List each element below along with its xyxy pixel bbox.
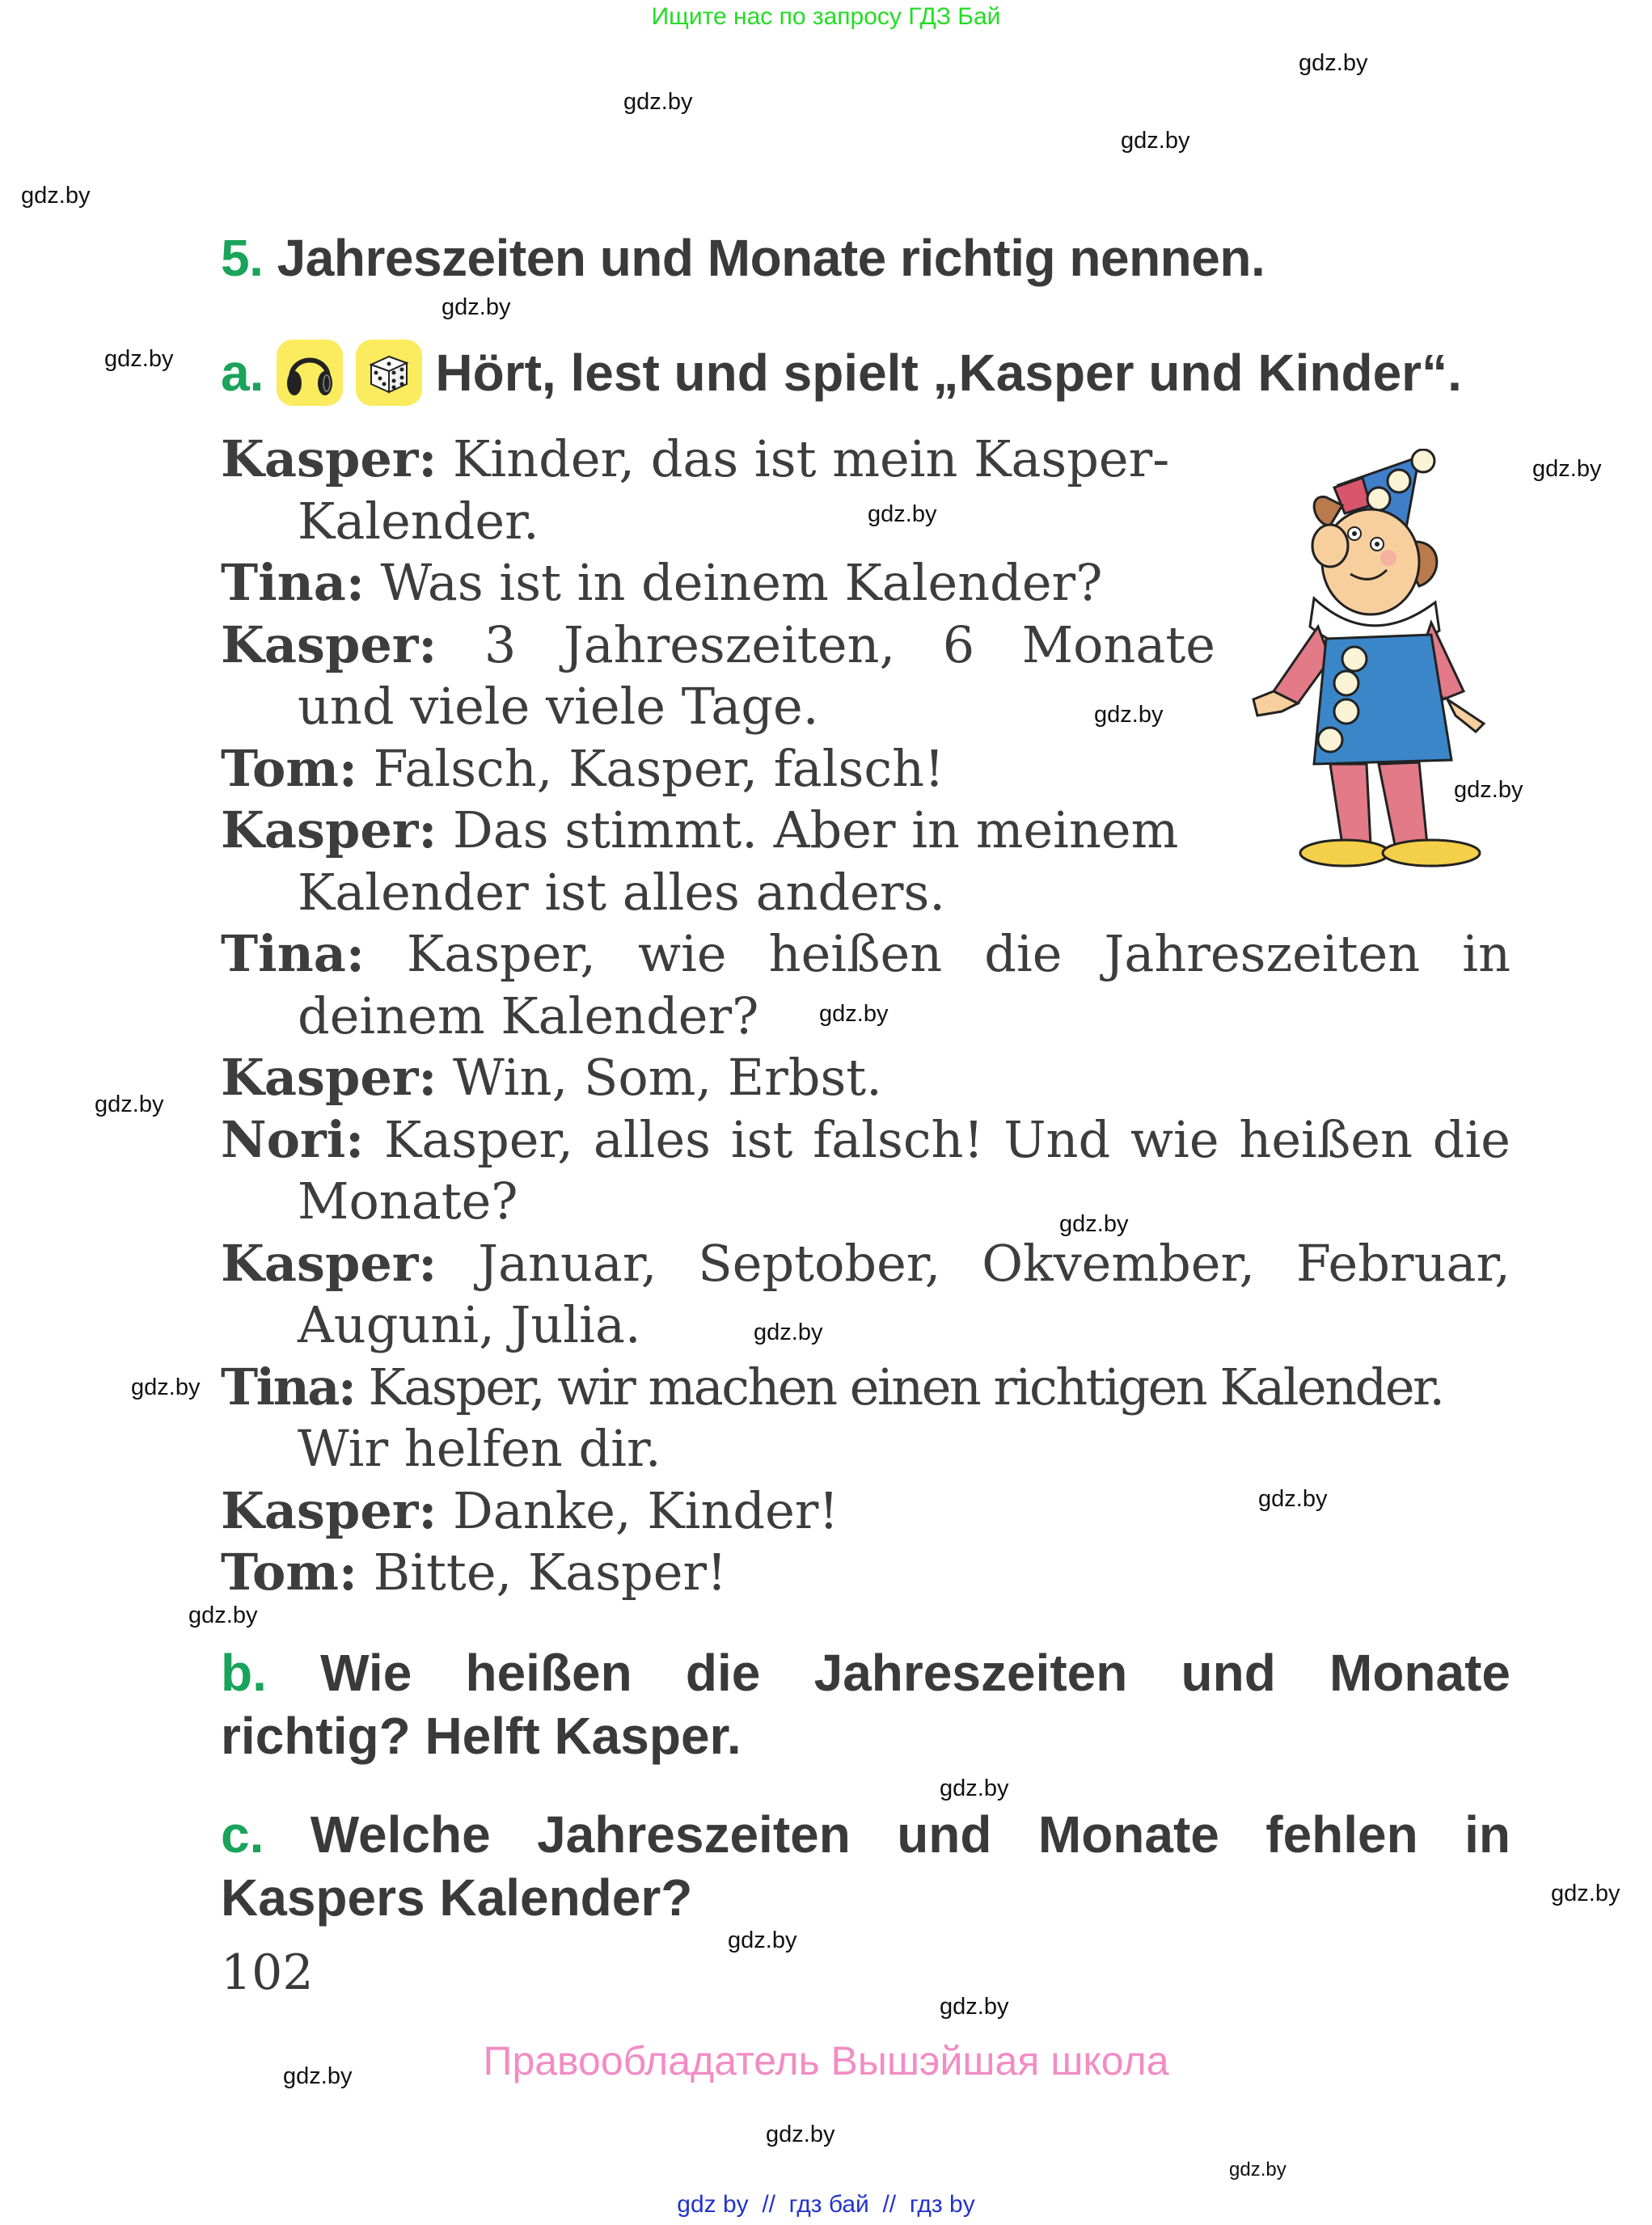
dialog-line [221, 1357, 1510, 1419]
speaker: Nori: [221, 1109, 365, 1169]
dialog-line [221, 1480, 1510, 1543]
task-c-line: Kaspers Kalender? [221, 1868, 693, 1927]
dialog-line [221, 1233, 1510, 1295]
dialog-text: und viele viele Tage. [298, 677, 819, 736]
speaker: Tina: [221, 1357, 355, 1416]
dialog-text: Auguni, Julia. [298, 1295, 641, 1354]
watermark: gdz.by [1454, 777, 1523, 803]
page-number: 102 [221, 1944, 314, 2001]
dialog-line [221, 1294, 1510, 1357]
watermark: gdz.by [188, 1602, 258, 1628]
dice-icon [356, 340, 422, 406]
speaker: Kasper: [221, 1048, 437, 1107]
speaker: Kasper: [221, 614, 437, 674]
exercise-number: 5. [221, 229, 264, 287]
watermark: gdz.by [1532, 456, 1602, 482]
watermark: gdz.by [1094, 702, 1164, 728]
dialog-line [221, 1542, 1510, 1604]
watermark: gdz.by [1059, 1211, 1129, 1237]
dialog-line [221, 429, 1215, 491]
watermark: gdz.by [1551, 1881, 1620, 1906]
dialog-text: Wir helfen dir. [298, 1419, 661, 1478]
speaker: Tom: [221, 1543, 357, 1602]
dialog-line [221, 1171, 1510, 1233]
task-b-text: Wie heißen die Jahreszeiten und Monate [320, 1644, 1511, 1702]
dialog-text: Win, Som, Erbst. [453, 1048, 882, 1107]
watermark: gdz.by [442, 294, 511, 320]
dialog-text: Kalender. [298, 491, 539, 551]
dialog-text: Kasper, alles ist falsch! Und wie heißen die [384, 1109, 1510, 1169]
dialog-text: Das stimmt. Aber in meinem [453, 800, 1179, 859]
watermark: gdz.by [1299, 50, 1368, 76]
task-c-letter: c. [221, 1805, 264, 1864]
dialog-text: Kasper, wie heißen die Jahreszeiten in [406, 924, 1511, 983]
speaker: Tom: [221, 738, 357, 798]
watermark: gdz.by [283, 2063, 353, 2089]
dialog-text: Kasper, wir machen einen richtigen Kalender. [368, 1357, 1443, 1416]
watermark: gdz.by [940, 1994, 1009, 2020]
task-a-letter: a. [221, 344, 264, 402]
dialog-line [221, 1418, 1510, 1480]
dialog-text: Januar, Septober, Okvember, Februar, [478, 1233, 1510, 1293]
dialog-text: Was ist in deinem Kalender? [380, 553, 1103, 612]
watermark: gdz.by [95, 1091, 164, 1117]
speaker: Kasper: [221, 1480, 437, 1540]
dialog-line [221, 614, 1215, 677]
speaker: Kasper: [221, 429, 437, 488]
task-b-letter: b. [221, 1644, 267, 1702]
watermark: gdz.by [754, 1319, 823, 1345]
clown-illustration [1249, 449, 1508, 877]
task-a-instruction: Hört, lest und spielt „Kasper und Kinder“. [435, 344, 1462, 402]
task-c-text: Welche Jahreszeiten und Monate fehlen in [310, 1805, 1510, 1864]
watermark: gdz.by [1121, 128, 1190, 154]
watermark: gdz.by [623, 89, 693, 115]
dialog-text: Falsch, Kasper, falsch! [373, 738, 944, 798]
dialog-text: 3 Jahreszeiten, 6 Monate [484, 614, 1216, 674]
dialog-text: Kinder, das ist mein Kasper- [453, 429, 1170, 488]
task-b [221, 1641, 1510, 1767]
search-banner: Ищите нас по запросу ГДЗ Бай [651, 3, 1001, 30]
watermark: gdz.by [728, 1927, 797, 1953]
watermark: gdz.by [819, 1001, 889, 1027]
dialog-text: Bitte, Kasper! [373, 1543, 727, 1602]
dialog-text: Danke, Kinder! [453, 1480, 839, 1540]
dialog-text: deinem Kalender? [298, 986, 759, 1045]
task-b-line: richtig? Helft Kasper. [221, 1707, 741, 1765]
watermark: gdz.by [104, 346, 174, 372]
dialog-line [221, 1047, 1510, 1109]
footer-links[interactable]: gdz by // гдз бай // гдз by [677, 2191, 975, 2218]
watermark: gdz.by [1229, 2159, 1287, 2181]
watermark: gdz.by [131, 1374, 201, 1400]
speaker: Kasper: [221, 1233, 437, 1293]
task-c-line [221, 1803, 1510, 1866]
dialog-text: Monate? [298, 1172, 518, 1231]
speaker: Tina: [221, 553, 365, 612]
speaker: Tina: [221, 924, 365, 983]
task-c [221, 1803, 1510, 1929]
speaker: Kasper: [221, 800, 437, 859]
watermark: gdz.by [940, 1775, 1009, 1801]
exercise-title: Jahreszeiten und Monate richtig nennen. [277, 229, 1265, 287]
dialog-line [221, 923, 1510, 986]
exercise-heading [221, 228, 1265, 288]
dialog-line [221, 1109, 1510, 1172]
watermark: gdz.by [1258, 1486, 1328, 1512]
headphones-icon [277, 340, 343, 406]
copyright-notice: Правообладатель Вышэйшая школа [483, 2038, 1169, 2084]
watermark: gdz.by [21, 183, 91, 209]
watermark: gdz.by [766, 2122, 835, 2147]
task-a-heading [221, 340, 1462, 406]
dialog-line [221, 986, 1510, 1048]
dialog-text: Kalender ist alles anders. [298, 862, 946, 922]
task-b-line [221, 1641, 1510, 1704]
watermark: gdz.by [868, 501, 937, 527]
